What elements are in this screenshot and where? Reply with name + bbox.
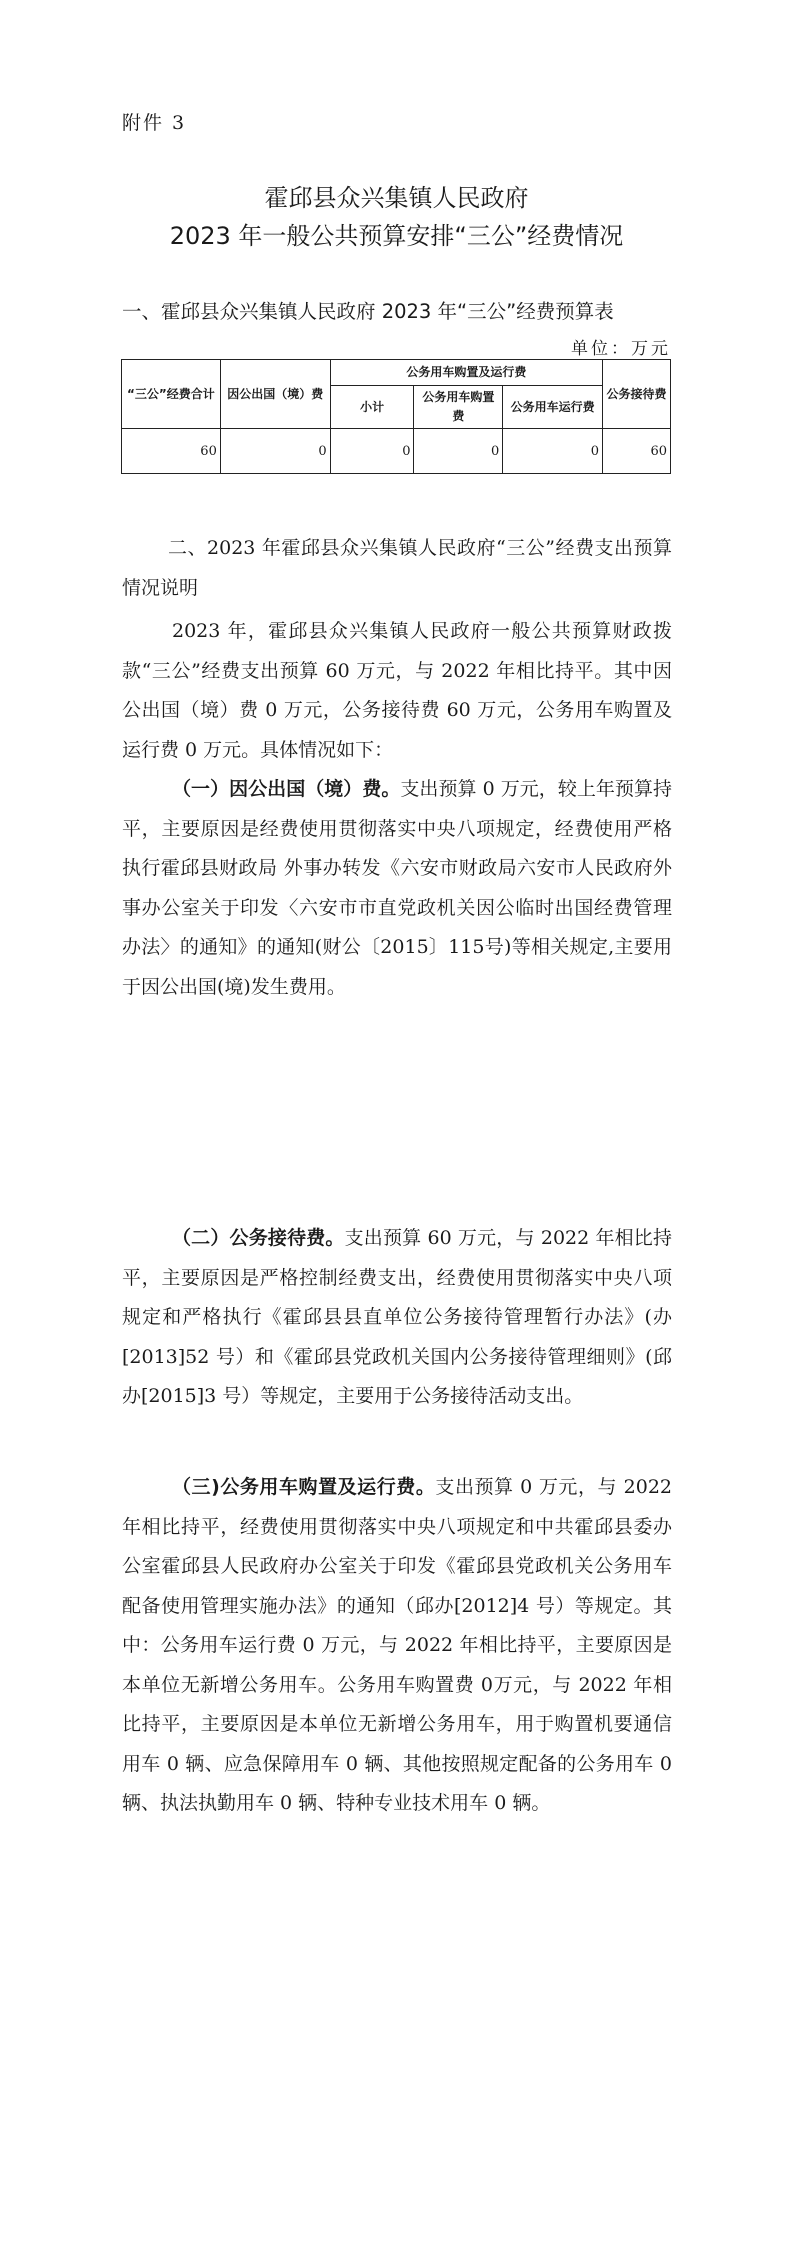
item2-paragraph bbox=[122, 1219, 672, 1417]
cell-total: 60 bbox=[122, 429, 221, 474]
unit-label: 单位：万元 bbox=[571, 339, 671, 359]
table-row bbox=[122, 429, 671, 474]
section1-heading: 一、霍邱县众兴集镇人民政府 2023 年“三公”经费预算表 bbox=[122, 300, 614, 323]
header-vehicle-group: 公务用车购置及运行费 bbox=[330, 360, 602, 386]
budget-table bbox=[121, 359, 671, 474]
intro-paragraph: 2023 年，霍邱县众兴集镇人民政府一般公共预算财政拨款“三公”经费支出预算 60 万元，与 2022 年相比持平。其中因公出国（境）费 0 万元，公务接待费 60 万元，公务用车购置及运行费 0 万元。具体情况如下： bbox=[122, 620, 672, 761]
header-subtotal: 小计 bbox=[330, 386, 414, 429]
document-title-line2: 2023 年一般公共预算安排“三公”经费情况 bbox=[169, 222, 624, 250]
header-vehicle-operation: 公务用车运行费 bbox=[503, 386, 603, 429]
cell-vehicle-purchase: 0 bbox=[414, 429, 503, 474]
item3-body: 支出预算 0 万元，与 2022 年相比持平，经费使用贯彻落实中央八项规定和中共霍邱县委办公室霍邱县人民政府办公室关于印发《霍邱县党政机关公务用车配备使用管理实施办法》的通知（邱办[2012]4 号）等规定。其中：公务用车运行费 0 万元，与 2022 年相比持平，主要原因是本单位无新增公务用车。公务用车购置费 0万元，与 2022 年相比持平，主要原因是本单位无新增公务用车，用于购置机要通信用车 0 辆、应急保障用车 0 辆、其他按照规定配备的公务用车 0 辆、执法执勤用车 0 辆、特种专业技术用车 0 辆。 bbox=[122, 1476, 673, 1814]
header-reception: 公务接待费 bbox=[603, 360, 671, 429]
item1-paragraph bbox=[122, 770, 672, 1007]
attachment-label: 附件 3 bbox=[122, 112, 187, 134]
cell-vehicle-operation: 0 bbox=[503, 429, 603, 474]
item1-heading: （一）因公出国（境）费。 bbox=[172, 778, 401, 800]
header-vehicle-purchase: 公务用车购置费 bbox=[414, 386, 503, 429]
item2-heading: （二）公务接待费。 bbox=[172, 1227, 345, 1249]
item3-heading: （三)公务用车购置及运行费。 bbox=[172, 1476, 436, 1498]
header-abroad: 因公出国（境）费 bbox=[220, 360, 330, 429]
document-title-line1: 霍邱县众兴集镇人民政府 bbox=[264, 184, 529, 212]
item2-body: 支出预算 60 万元，与 2022 年相比持平，主要原因是严格控制经费支出，经费使用贯彻落实中央八项规定和严格执行《霍邱县县直单位公务接待管理暂行办法》(办[2013]52 号）和《霍邱县党政机关国内公务接待管理细则》(邱办[2015]3 号）等规定，主要用于公务接待活动支出。 bbox=[122, 1227, 672, 1407]
cell-abroad: 0 bbox=[220, 429, 330, 474]
item1-body: 支出预算 0 万元，较上年预算持平，主要原因是经费使用贯彻落实中央八项规定，经费使用严格执行霍邱县财政局 外事办转发《六安市财政局六安市人民政府外事办公室关于印发〈六安市市直党政机关因公临时出国经费管理办法〉的通知》的通知(财公〔2015〕115号)等相关规定,主要用于因公出国(境)发生费用。 bbox=[122, 778, 672, 998]
item3-paragraph bbox=[122, 1468, 672, 1824]
cell-subtotal: 0 bbox=[330, 429, 414, 474]
section2-heading: 二、2023 年霍邱县众兴集镇人民政府“三公”经费支出预算情况说明 bbox=[122, 537, 672, 599]
cell-reception: 60 bbox=[603, 429, 671, 474]
header-total: “三公”经费合计 bbox=[122, 360, 221, 429]
